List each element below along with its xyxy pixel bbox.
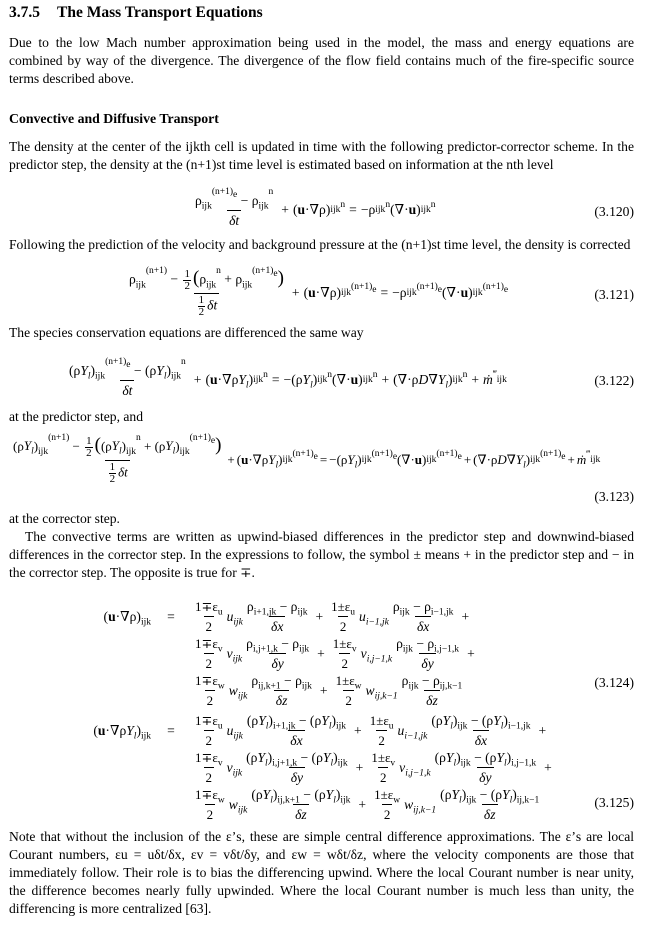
equation-number: (3.123) bbox=[594, 489, 634, 504]
equation-number: (3.122) bbox=[594, 373, 634, 388]
equation-number: (3.124) bbox=[594, 675, 634, 690]
intro-paragraph: Due to the low Mach number approximation being used in the model, the mass and energy equations are combined by way of the divergence. The divergence of the flow field contains much of the fire-specific source terms described above. bbox=[9, 35, 634, 86]
equation-3-121: $\rho_{ijk}^{(n+1)}$ − $\frac{1}{2}$ $(\rho_{ijk}^n + \rho_{ijk}^{(n+1)_e})$ $\frac{1}{2}$ δt + ( u ·∇ρ) ijk $^{(n+1)_e}$ = −ρ ijk $^{(n+1)_e}$ (∇· u ) ijk $^{(n+1)_e}$ (3.121) bbox=[129, 265, 634, 318]
equation-number: (3.120) bbox=[594, 204, 634, 219]
section-title bbox=[9, 4, 634, 22]
species-paragraph: The species conservation equations are differenced the same way bbox=[9, 325, 364, 340]
section-number: 3.7.5 bbox=[9, 4, 40, 21]
convective-terms-paragraph: The convective terms are written as upwind-biased differences in the predictor step and downwind-biased differences in the corrector step. In the expressions to follow, the symbol ± means + in the predictor step and − in the corrector step. The opposite is true for ∓. bbox=[9, 529, 634, 580]
equation-3-120: $\frac{\rho_{ijk}^{(n+1)_e} - \rho_{ijk}^n}{\delta t}$ + ( u ·∇ρ) ijk $^n$ = −ρ ijk $^n$ (∇· u ) ijk $^n$ (3.120) bbox=[195, 186, 634, 228]
equation-number: (3.121) bbox=[594, 287, 634, 302]
equation-3-123: $(\rho Y_l)_{ijk}^{(n+1)}$ − $\frac{1}{2}$ $((\rho Y_l)_{ijk}^n + (\rho Y_l)_{ijk}^{(n+1)_e})$ $\frac{1}{2}$ δt + ( u ·∇ρ $Y_l$ ) ijk $^{(n+1)_e}$ = −(ρ $Y_l$ ) ijk $^{(n+1)_e}$ (∇· u ) ijk $^{(n+1)_e}$ + (∇·ρ D ∇ $Y_l$ ) ijk $^{(n+1)_e}$ + ṁ ‴ ijk (3.123) bbox=[13, 432, 634, 504]
equation-3-124: $(u\cdot\nabla\rho)_{ijk}$ = $\frac{1\mp\varepsilon_u}{2}$ $u_{ijk}$ $\frac{\rho_{i+1,jk} - \rho_{ijk}}{\delta x}$ + $\frac{1\pm\varepsilon_u}{2}$ $u_{i-1,jk}$ $\frac{\rho_{ijk} - \rho_{i-1,jk}}{\delta x}$ + $\frac{1\mp\varepsilon_v}{2}$ $v_{ijk}$ $\frac{\rho_{i,j+1,k} - \rho_{ijk}}{\delta y}$ + $\frac{1\pm\varepsilon_v}{2}$ $v_{i,j-1,k}$ $\frac{\rho_{ijk} - \rho_{i,j-1,k}}{\delta y}$ + $\frac{1\mp\varepsilon_w}{2}$ $w_{ijk}$ $\frac{\rho_{ij,k+1} - \rho_{ijk}}{\delta z}$ + $\frac{1\pm\varepsilon_w}{2}$ $w_{ij,k-1}$ $\frac{\rho_{ijk} - \rho_{ij,k-1}}{\delta z}$ (3.124) bbox=[103, 599, 634, 708]
correction-paragraph: Following the prediction of the velocity and background pressure at the (n+1)st time level, the density is corrected bbox=[9, 237, 631, 252]
closing-paragraph: Note that without the inclusion of the ε’s, these are simple central difference approximations. The ε’s are local Courant numbers, εu = uδt/δx, εv = vδt/δy, and εw = wδt/δz, where the velocity components are those that immediately follow. Their role is to bias the differencing upwind. Where the local Courant number is near unity, the difference becomes nearly fully upwinded. Where the local Courant number is much less than unity, the differencing is more centralized [63]. bbox=[9, 829, 634, 916]
subsection-heading: Convective and Diffusive Transport bbox=[9, 111, 219, 126]
corrector-step-text: at the corrector step. bbox=[9, 511, 120, 526]
predictor-step-text: at the predictor step, and bbox=[9, 409, 143, 424]
density-update-paragraph: The density at the center of the ijkth cell is updated in time with the following predictor-corrector scheme. In the predictor step, the density at the (n+1)st time level is estimated based on information at the nth level bbox=[9, 139, 634, 172]
section-title-text: The Mass Transport Equations bbox=[57, 4, 263, 21]
equation-number: (3.125) bbox=[594, 795, 634, 810]
equation-3-122: $\frac{(\rho Y_l)_{ijk}^{(n+1)_e} - (\rho Y_l)_{ijk}^n}{\delta t}$ + ( u ·∇ρ $Y_l$ ) ijk $^n$ = −(ρ $Y_l$ ) ijk $^n$ (∇· u ) ijk $^n$ + (∇·ρ D ∇ $Y_l$ ) ijk $^n$ + ṁ ‴ ijk (3.122) bbox=[69, 356, 634, 398]
equation-3-125: $(u\cdot\nabla\rho Y_l)_{ijk}$ = $\frac{1\mp\varepsilon_u}{2}$ $u_{ijk}$ $\frac{(\rho Y_l)_{i+1,jk} - (\rho Y_l)_{ijk}}{\delta x}$ + $\frac{1\pm\varepsilon_u}{2}$ $u_{i-1,jk}$ $\frac{(\rho Y_l)_{ijk} - (\rho Y_l)_{i-1,jk}}{\delta x}$ + $\frac{1\mp\varepsilon_v}{2}$ $v_{ijk}$ $\frac{(\rho Y_l)_{i,j+1,k} - (\rho Y_l)_{ijk}}{\delta y}$ + $\frac{1\pm\varepsilon_v}{2}$ $v_{i,j-1,k}$ $\frac{(\rho Y_l)_{ijk} - (\rho Y_l)_{i,j-1,k}}{\delta y}$ + $\frac{1\mp\varepsilon_w}{2}$ $w_{ijk}$ $\frac{(\rho Y_l)_{ij,k+1} - (\rho Y_l)_{ijk}}{\delta z}$ + $\frac{1\pm\varepsilon_w}{2}$ $w_{ij,k-1}$ $\frac{(\rho Y_l)_{ijk} - (\rho Y_l)_{ij,k-1}}{\delta z}$ (3.125) bbox=[93, 713, 634, 822]
